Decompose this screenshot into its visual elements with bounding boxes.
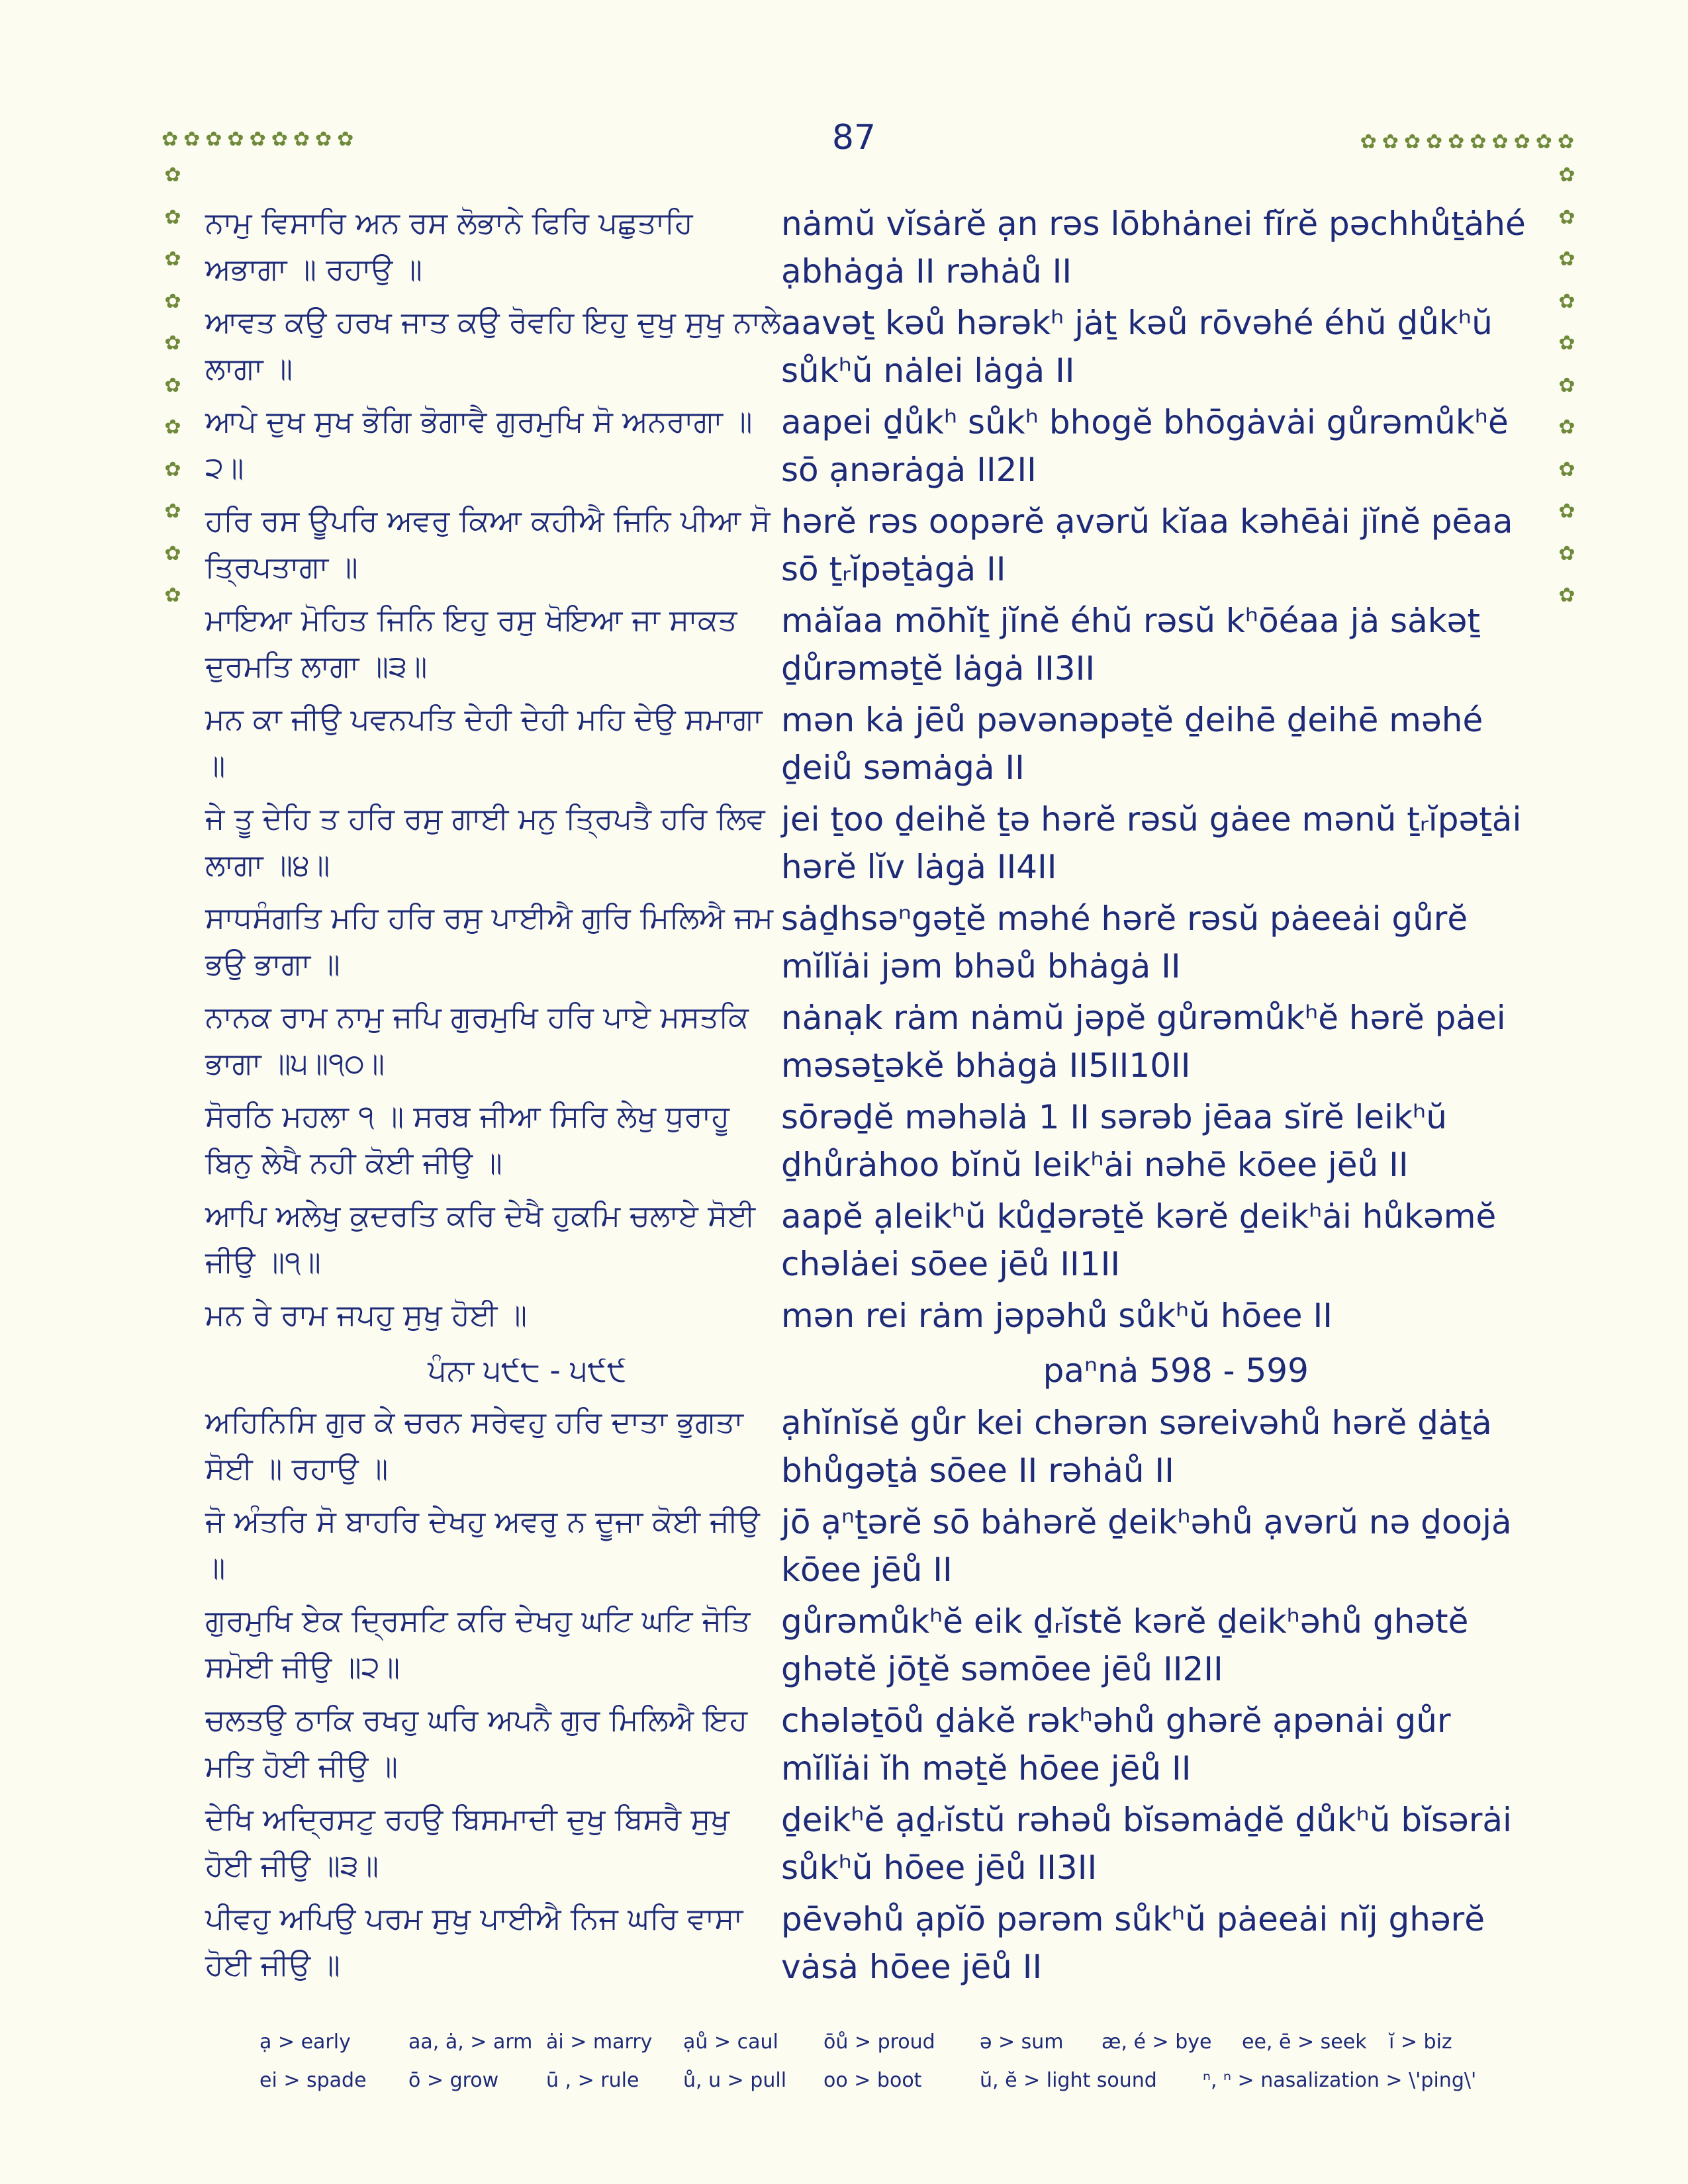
flower-icon: ✿ bbox=[1491, 130, 1514, 154]
gurmukhi-text: ਪੀਵਹੁ ਅਪਿਉ ਪਰਮ ਸੁਖੁ ਪਾਈਐ ਨਿਜ ਘਰਿ ਵਾਸਾ ਹੋਈ ਜੀਉ ॥ bbox=[205, 1901, 743, 1982]
flower-icon: ✿ bbox=[164, 163, 181, 187]
verse-row bbox=[205, 696, 1542, 796]
verse-row bbox=[205, 895, 1542, 994]
gurmukhi-text: ਨਾਨਕ ਰਾਮ ਨਾਮੁ ਜਪਿ ਗੁਰਮੁਖਿ ਹਰਿ ਪਾਏ ਮਸਤਕਿ ਭਾਗਾ ॥੫॥੧੦॥ bbox=[205, 999, 749, 1081]
legend-item: aa, ȧ, > arm bbox=[408, 2030, 533, 2054]
transliteration-text: aapĕ ạleikʰŭ kůḏərəṯĕ kərĕ ḏeikʰȧi hůkəmĕ chəlȧei sōee jēů II1II bbox=[781, 1197, 1497, 1283]
flower-icon: ✿ bbox=[164, 500, 181, 523]
legend-item: æ, é > bye bbox=[1102, 2030, 1212, 2054]
gurmukhi-text: ਆਪੇ ਦੁਖ ਸੁਖ ਭੋਗਿ ਭੋਗਾਵੈ ਗੁਰਮੁਖਿ ਸੋ ਅਨਰਾਗਾ ॥੨॥ bbox=[205, 404, 753, 485]
verse-table bbox=[205, 200, 1542, 1995]
flower-icon: ✿ bbox=[1558, 541, 1575, 565]
flower-icon: ✿ bbox=[1558, 248, 1575, 271]
transliteration-text: nȧnạk rȧm nȧmŭ jəpĕ gůrəmůkʰĕ hərĕ pȧei məsəṯəkĕ bhȧgȧ II5II10II bbox=[781, 999, 1506, 1085]
transliteration-text: mən rei rȧm jəpəhů sůkʰŭ hōee II bbox=[781, 1297, 1333, 1335]
transliteration-text: aavəṯ kəů hərəkʰ jȧṯ kəů rōvəhé éhŭ ḏůkʰŭ sůkʰŭ nȧlei lȧgȧ II bbox=[781, 304, 1493, 390]
flower-icon: ✿ bbox=[1470, 130, 1492, 154]
legend-item: ee, ē > seek bbox=[1242, 2030, 1367, 2054]
transliteration-text: jei ṯoo ḏeihĕ ṯə hərĕ rəsŭ gȧee mənŭ ṯᵣĭpəṯȧi hərĕ lĭv lȧgȧ II4II bbox=[781, 800, 1522, 886]
flower-icon: ✿ bbox=[164, 205, 181, 229]
gurmukhi-text: ਜੋ ਅੰਤਰਿ ਸੋ ਬਾਹਰਿ ਦੇਖਹੁ ਅਵਰੁ ਨ ਦੂਜਾ ਕੋਈ ਜੀਉ ॥ bbox=[205, 1504, 760, 1585]
verse-row bbox=[205, 1093, 1542, 1193]
verse-row bbox=[205, 1498, 1542, 1598]
transliteration-text: jō ạⁿṯərĕ sō bȧhərĕ ḏeikʰəhů ạvərŭ nə ḏoojȧ kōee jēů II bbox=[781, 1503, 1512, 1589]
gurmukhi-text: ਦੇਖਿ ਅਦ੍ਰਿਸਟੁ ਰਹਉ ਬਿਸਮਾਦੀ ਦੁਖੁ ਬਿਸਰੈ ਸੁਖੁ ਹੋਈ ਜੀਉ ॥੩॥ bbox=[205, 1801, 730, 1883]
verse-row bbox=[205, 299, 1542, 398]
page-range-translit: paⁿnȧ 598 - 599 bbox=[1043, 1351, 1309, 1390]
legend-row bbox=[259, 2030, 1517, 2069]
gurmukhi-text: ਹਰਿ ਰਸ ਊਪਰਿ ਅਵਰੁ ਕਿਆ ਕਹੀਐ ਜਿਨਿ ਪੀਆ ਸੋ ਤ੍ਰਿਪਤਾਗਾ ॥ bbox=[205, 503, 771, 584]
gurmukhi-text: ਅਹਿਨਿਸਿ ਗੁਰ ਕੇ ਚਰਨ ਸਰੇਵਹੁ ਹਰਿ ਦਾਤਾ ਭੁਗਤਾ ਸੋਈ ॥ ਰਹਾਉ ॥ bbox=[205, 1404, 743, 1486]
verse-row bbox=[205, 398, 1542, 498]
gurmukhi-text: ਮਨ ਕਾ ਜੀਉ ਪਵਨਪਤਿ ਦੇਹੀ ਦੇਹੀ ਮਹਿ ਦੇਉ ਸਮਾਗਾ ॥ bbox=[205, 702, 763, 783]
flower-icon: ✿ bbox=[1513, 130, 1536, 154]
flower-icon: ✿ bbox=[1426, 130, 1448, 154]
page-range-header bbox=[205, 1342, 1542, 1399]
flower-border-right bbox=[1556, 164, 1578, 627]
legend-item: ⁿ, ⁿ > nasalization > \'ping\' bbox=[1203, 2069, 1477, 2092]
verse-row bbox=[205, 1598, 1542, 1697]
gurmukhi-text: ਮਨ ਰੇ ਰਾਮ ਜਪਹੁ ਸੁਖੁ ਹੋਈ ॥ bbox=[205, 1297, 528, 1332]
verse-row bbox=[205, 200, 1542, 299]
flower-icon: ✿ bbox=[1557, 130, 1579, 154]
flower-icon: ✿ bbox=[227, 128, 250, 151]
gurmukhi-text: ਨਾਮੁ ਵਿਸਾਰਿ ਅਨ ਰਸ ਲੋਭਾਨੇ ਫਿਰਿ ਪਛੁਤਾਹਿ ਅਭਾਗਾ ॥ ਰਹਾਉ ॥ bbox=[205, 205, 693, 287]
flower-icon: ✿ bbox=[1403, 130, 1427, 154]
transliteration-text: nȧmŭ vĭsȧrĕ ạn rəs lōbhȧnei fĭrĕ pəchhůṯȧhé ạbhȧgȧ II rəhȧů II bbox=[781, 205, 1526, 291]
flower-icon: ✿ bbox=[1558, 584, 1575, 607]
flower-icon: ✿ bbox=[1558, 332, 1575, 355]
flower-icon: ✿ bbox=[293, 128, 315, 151]
transliteration-text: sȧḏhsəⁿgəṯĕ məhé hərĕ rəsŭ pȧeeȧi gůrĕ mĭlĭȧi jəm bhəů bhȧgȧ II bbox=[781, 899, 1468, 985]
transliteration-text: ạhĭnĭsĕ gůr kei chərən səreivəhů hərĕ ḏȧṯȧ bhůgəṯȧ sōee II rəhȧů II bbox=[781, 1404, 1492, 1490]
flower-icon: ✿ bbox=[1558, 373, 1575, 397]
verse-row bbox=[205, 498, 1542, 597]
transliteration-text: aapei ḏůkʰ sůkʰ bhogĕ bhōgȧvȧi gůrəmůkʰĕ sō ạnərȧgȧ II2II bbox=[781, 403, 1509, 489]
legend-row bbox=[259, 2069, 1517, 2107]
legend-item: ů, u > pull bbox=[683, 2069, 787, 2092]
pronunciation-legend bbox=[259, 2030, 1517, 2107]
legend-item: ei > spade bbox=[259, 2069, 367, 2092]
legend-item: ōů > proud bbox=[823, 2030, 935, 2054]
flower-icon: ✿ bbox=[1558, 416, 1575, 439]
flower-border-left bbox=[162, 164, 184, 627]
legend-item: ạ > early bbox=[259, 2030, 351, 2054]
flower-icon: ✿ bbox=[164, 373, 181, 397]
flower-icon: ✿ bbox=[1558, 205, 1575, 229]
page-range-gurmukhi: ਪੰਨਾ ੫੯੮ - ੫੯੯ bbox=[428, 1353, 627, 1388]
flower-icon: ✿ bbox=[164, 289, 181, 313]
flower-icon: ✿ bbox=[1360, 130, 1382, 154]
gurmukhi-text: ਆਪਿ ਅਲੇਖੁ ਕੁਦਰਤਿ ਕਰਿ ਦੇਖੈ ਹੁਕਮਿ ਚਲਾਏ ਸੋਈ ਜੀਉ ॥੧॥ bbox=[205, 1198, 756, 1279]
flower-border-top-right bbox=[1360, 131, 1579, 154]
transliteration-text: gůrəmůkʰĕ eik ḏᵣĭstĕ kərĕ ḏeikʰəhů ghətĕ ghətĕ jōṯĕ səmōee jēů II2II bbox=[781, 1602, 1469, 1688]
verse-row bbox=[205, 796, 1542, 895]
verse-row bbox=[205, 1895, 1542, 1995]
legend-item: ə > sum bbox=[980, 2030, 1064, 2054]
flower-icon: ✿ bbox=[271, 128, 293, 151]
flower-icon: ✿ bbox=[314, 128, 338, 151]
transliteration-text: pēvəhů ạpĭō pərəm sůkʰŭ pȧeeȧi nĭj ghərĕ vȧsȧ hōee jēů II bbox=[781, 1900, 1485, 1986]
flower-icon: ✿ bbox=[1558, 457, 1575, 481]
legend-item: ȧi > marry bbox=[546, 2030, 653, 2054]
gurmukhi-text: ਸੋਰਠਿ ਮਹਲਾ ੧ ॥ ਸਰਬ ਜੀਆ ਸਿਰਿ ਲੇਖੁ ਧੁਰਾਹੂ ਬਿਨੁ ਲੇਖੈ ਨਹੀ ਕੋਈ ਜੀਉ ॥ bbox=[205, 1099, 730, 1180]
flower-icon: ✿ bbox=[164, 541, 181, 565]
transliteration-text: sōrəḏĕ məhəlȧ 1 II sərəb jēaa sĭrĕ leikʰŭ ḏhůrȧhoo bĭnŭ leikʰȧi nəhē kōee jēů II bbox=[781, 1098, 1447, 1184]
legend-item: ō > grow bbox=[408, 2069, 499, 2092]
flower-icon: ✿ bbox=[249, 128, 271, 151]
verse-row bbox=[205, 994, 1542, 1093]
transliteration-text: hərĕ rəs oopərĕ ạvərŭ kĭaa kəhēȧi jĭnĕ pēaa sō ṯᵣĭpəṯȧgȧ II bbox=[781, 502, 1513, 588]
verse-row bbox=[205, 1399, 1542, 1498]
legend-item: oo > boot bbox=[823, 2069, 922, 2092]
flower-icon: ✿ bbox=[1558, 163, 1575, 187]
verse-row bbox=[205, 1796, 1542, 1895]
flower-icon: ✿ bbox=[1558, 500, 1575, 523]
flower-icon: ✿ bbox=[164, 416, 181, 439]
transliteration-text: ḏeikʰĕ ạḏᵣĭstŭ rəhəů bĭsəmȧḏĕ ḏůkʰŭ bĭsərȧi sůkʰŭ hōee jēů II3II bbox=[781, 1801, 1512, 1887]
gurmukhi-text: ਆਵਤ ਕਉ ਹਰਖ ਜਾਤ ਕਉ ਰੋਵਹਿ ਇਹੁ ਦੁਖੁ ਸੁਖੁ ਨਾਲੇ ਲਾਗਾ ॥ bbox=[205, 304, 781, 386]
verse-row bbox=[205, 1697, 1542, 1796]
flower-icon: ✿ bbox=[1558, 289, 1575, 313]
verse-row bbox=[205, 1193, 1542, 1292]
gurmukhi-text: ਸਾਧਸੰਗਤਿ ਮਹਿ ਹਰਿ ਰਸੁ ਪਾਈਐ ਗੁਰਿ ਮਿਲਿਐ ਜਮ ਭਉ ਭਾਗਾ ॥ bbox=[205, 900, 774, 981]
gurmukhi-text: ਚਲਤਉ ਠਾਕਿ ਰਖਹੁ ਘਰਿ ਅਪਨੈ ਗੁਰ ਮਿਲਿਐ ਇਹ ਮਤਿ ਹੋਈ ਜੀਉ ॥ bbox=[205, 1702, 748, 1784]
verse-row bbox=[205, 1292, 1542, 1342]
flower-icon: ✿ bbox=[164, 248, 181, 271]
gurmukhi-text: ਮਾਇਆ ਮੋਹਿਤ ਜਿਨਿ ਇਹੁ ਰਸੁ ਖੋਇਆ ਜਾ ਸਾਕਤ ਦੁਰਮਤਿ ਲਾਗਾ ॥੩॥ bbox=[205, 602, 737, 684]
flower-icon: ✿ bbox=[164, 457, 181, 481]
flower-icon: ✿ bbox=[1535, 130, 1558, 154]
gurmukhi-text: ਜੇ ਤੂ ਦੇਹਿ ਤ ਹਰਿ ਰਸੁ ਗਾਈ ਮਨੁ ਤ੍ਰਿਪਤੈ ਹਰਿ ਲਿਵ ਲਾਗਾ ॥੪॥ bbox=[205, 801, 765, 882]
legend-item: ạů > caul bbox=[683, 2030, 778, 2054]
legend-item: ŭ, ĕ > light sound bbox=[980, 2069, 1157, 2092]
flower-icon: ✿ bbox=[164, 332, 181, 355]
transliteration-text: mȧĭaa mōhĭṯ jĭnĕ éhŭ rəsŭ kʰōéaa jȧ sȧkəṯ ḏůrəməṯĕ lȧgȧ II3II bbox=[781, 602, 1481, 688]
flower-icon: ✿ bbox=[337, 128, 359, 151]
transliteration-text: mən kȧ jēů pəvənəpəṯĕ ḏeihē ḏeihē məhé ḏeiů səmȧgȧ II bbox=[781, 701, 1483, 787]
flower-icon: ✿ bbox=[183, 128, 206, 151]
flower-icon: ✿ bbox=[205, 128, 228, 151]
flower-icon: ✿ bbox=[1448, 130, 1470, 154]
legend-item: ĭ > biz bbox=[1389, 2030, 1452, 2054]
verse-row bbox=[205, 597, 1542, 696]
flower-icon: ✿ bbox=[164, 584, 181, 607]
page-number: 87 bbox=[831, 118, 876, 158]
flower-icon: ✿ bbox=[162, 128, 184, 151]
transliteration-text: chələṯōů ḏȧkĕ rəkʰəhů ghərĕ ạpənȧi gůr mĭlĭȧi ĭh məṯĕ hōee jēů II bbox=[781, 1702, 1451, 1788]
flower-icon: ✿ bbox=[1382, 130, 1404, 154]
gurmukhi-text: ਗੁਰਮੁਖਿ ਏਕ ਦ੍ਰਿਸਟਿ ਕਰਿ ਦੇਖਹੁ ਘਟਿ ਘਟਿ ਜੋਤਿ ਸਮੋਈ ਜੀਉ ॥੨॥ bbox=[205, 1603, 751, 1684]
legend-item: ū , > rule bbox=[546, 2069, 639, 2092]
